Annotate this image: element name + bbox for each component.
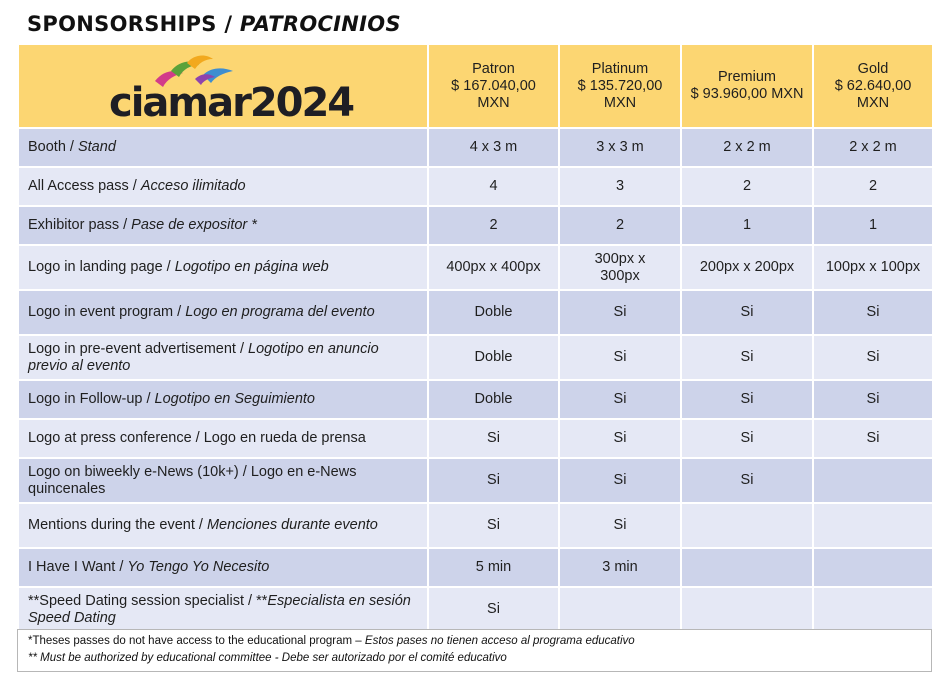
feature-label: Logo on biweekly e-News (10k+) / Logo en e-News quincenales: [18, 458, 428, 503]
table-cell: 1: [813, 206, 933, 245]
table-cell: 4 x 3 m: [428, 128, 559, 167]
page-title: SPONSORSHIPS / PATROCINIOS: [27, 12, 401, 36]
table-cell: Si: [428, 503, 559, 548]
table-cell: [559, 587, 681, 632]
table-cell: 3 min: [559, 548, 681, 587]
table-row: [18, 128, 933, 167]
feature-label: I Have I Want / Yo Tengo Yo Necesito: [18, 548, 428, 587]
table-cell: Si: [559, 335, 681, 380]
table-cell: Si: [428, 458, 559, 503]
feature-label: All Access pass / Acceso ilimitado: [18, 167, 428, 206]
feature-label: **Speed Dating session specialist / **Especialista en sesión Speed Dating: [18, 587, 428, 632]
ciamar-logo: [109, 51, 354, 127]
table-cell: Si: [681, 335, 813, 380]
table-cell: [813, 458, 933, 503]
table-row: [18, 380, 933, 419]
table-row: [18, 587, 933, 632]
table-cell: [681, 548, 813, 587]
table-row: [18, 548, 933, 587]
tier-header-gold: Gold $ 62.640,00 MXN: [813, 44, 933, 128]
table-cell: 4: [428, 167, 559, 206]
table-cell: Si: [428, 419, 559, 458]
table-row: [18, 206, 933, 245]
feature-label: Exhibitor pass / Pase de expositor *: [18, 206, 428, 245]
tier-header-platinum: Platinum $ 135.720,00 MXN: [559, 44, 681, 128]
logo-cell: [18, 44, 428, 128]
table-cell: Si: [559, 380, 681, 419]
table-cell: Si: [681, 290, 813, 335]
table-cell: 3: [559, 167, 681, 206]
table-cell: Si: [559, 419, 681, 458]
table-header-row: [18, 44, 933, 128]
table-cell: 5 min: [428, 548, 559, 587]
table-cell: Si: [813, 419, 933, 458]
footnote-1: *Theses passes do not have access to the educational program – Estos pases no tienen acceso al programa educativo: [28, 635, 635, 647]
table-cell: Si: [681, 458, 813, 503]
table-cell: [813, 587, 933, 632]
table-cell: Doble: [428, 290, 559, 335]
table-cell: 3 x 3 m: [559, 128, 681, 167]
table-cell: [813, 548, 933, 587]
table-cell: Si: [813, 290, 933, 335]
feature-label: Logo in event program / Logo en programa del evento: [18, 290, 428, 335]
table-cell: 300px x 300px: [559, 245, 681, 290]
footnote-2: ** Must be authorized by educational committee - Debe ser autorizado por el comité educativo: [28, 652, 507, 664]
table-cell: 2 x 2 m: [681, 128, 813, 167]
table-cell: Si: [813, 335, 933, 380]
table-cell: [681, 503, 813, 548]
table-cell: Doble: [428, 335, 559, 380]
table-row: [18, 335, 933, 380]
table-cell: Si: [428, 587, 559, 632]
table-cell: Doble: [428, 380, 559, 419]
table-row: [18, 458, 933, 503]
feature-label: Logo in Follow-up / Logotipo en Seguimiento: [18, 380, 428, 419]
table-cell: 2 x 2 m: [813, 128, 933, 167]
table-row: [18, 167, 933, 206]
tier-header-premium: Premium $ 93.960,00 MXN: [681, 44, 813, 128]
feature-label: Mentions during the event / Menciones durante evento: [18, 503, 428, 548]
table-cell: Si: [559, 290, 681, 335]
footnotes: [17, 629, 932, 672]
table-cell: [681, 587, 813, 632]
table-row: [18, 419, 933, 458]
tier-header-patron: Patron $ 167.040,00 MXN: [428, 44, 559, 128]
feature-label: Logo in landing page / Logotipo en página web: [18, 245, 428, 290]
table-cell: 2: [813, 167, 933, 206]
table-cell: Si: [681, 419, 813, 458]
table-cell: Si: [681, 380, 813, 419]
table-cell: 1: [681, 206, 813, 245]
sponsorship-table: [17, 43, 934, 633]
table-cell: Si: [813, 380, 933, 419]
table-cell: 2: [681, 167, 813, 206]
table-row: [18, 245, 933, 290]
table-cell: [813, 503, 933, 548]
table-cell: 200px x 200px: [681, 245, 813, 290]
feature-label: Logo in pre-event advertisement / Logotipo en anuncio previo al evento: [18, 335, 428, 380]
table-cell: 2: [428, 206, 559, 245]
feature-label: Booth / Stand: [18, 128, 428, 167]
feature-label: Logo at press conference / Logo en rueda de prensa: [18, 419, 428, 458]
table-cell: 400px x 400px: [428, 245, 559, 290]
table-row: [18, 503, 933, 548]
table-cell: Si: [559, 503, 681, 548]
table-cell: Si: [559, 458, 681, 503]
table-cell: 2: [559, 206, 681, 245]
table-row: [18, 290, 933, 335]
logo-wordmark: ciamar2024: [109, 80, 354, 126]
table-cell: 100px x 100px: [813, 245, 933, 290]
